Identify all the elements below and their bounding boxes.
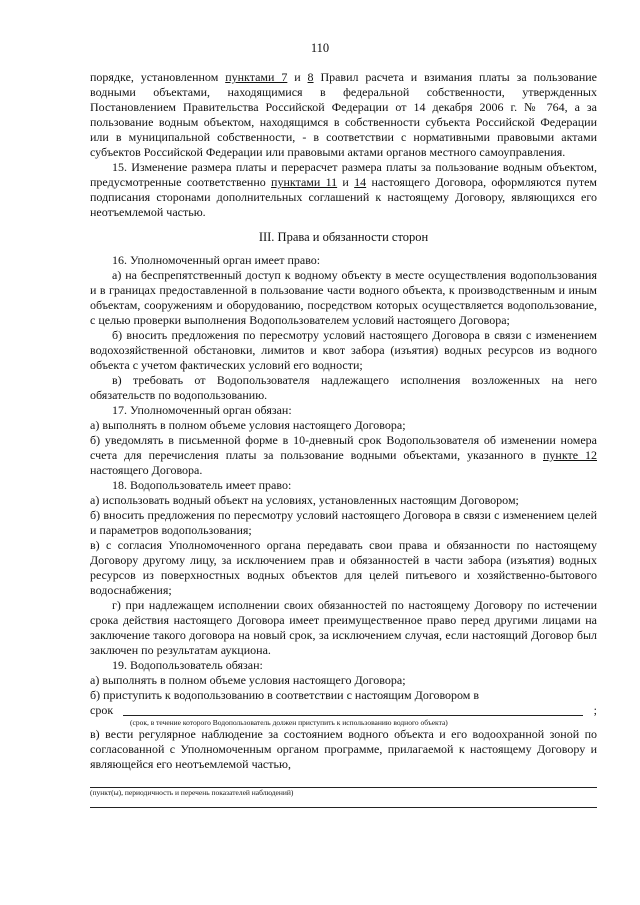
paragraph-19a: а) выполнять в полном объеме условия настоящего Договора; <box>90 673 406 687</box>
page-number: 110 <box>310 41 330 55</box>
link-clause-14[interactable]: 14 <box>354 175 367 189</box>
paragraph-19: 19. Водопользователь обязан: <box>112 658 263 672</box>
document-body <box>90 70 597 808</box>
paragraph-18a: а) использовать водный объект на условиях, установленных настоящим Договором; <box>90 493 519 507</box>
observation-blank-line[interactable] <box>90 774 597 788</box>
srok-caption: (срок, в течение которого Водопользователь должен приступить к использованию водного объекта) <box>130 718 448 727</box>
paragraph-18: 18. Водопользователь имеет право: <box>112 478 292 492</box>
srok-blank-line <box>123 715 583 716</box>
observation-blank-line-2[interactable] <box>90 797 597 808</box>
link-clause-7[interactable]: пунктами 7 <box>225 70 288 84</box>
paragraph-payment-order: порядке, установленном пунктами 7 и 8 Правил расчета и взимания платы за пользование водными объектами, находящимися в федеральной собственности, утвержденных Постановлением Правительства Российской Федерации от 14 декабря 2006 г. № 764, а за пользование водным объектом, находящимся в собственности субъекта Российской Федерации или в муниципальной собственности, - в соответствии с нормативными правовыми актами субъектов Российской Федерации или правовыми актами органов местного самоуправления. <box>90 70 597 159</box>
section-heading: III. Права и обязанности сторон <box>258 230 429 244</box>
srok-semicolon: ; <box>593 703 597 717</box>
paragraph-18c: в) с согласия Уполномоченного органа передавать свои права и обязанности по настоящему Договору другому лицу, за исключением прав и обязанностей в части забора (изъятия) водных ресурсов из поверхностных водных объектов для целей питьевого и хозяйственно-бытового водоснабжения; <box>90 538 597 597</box>
paragraph-19c: в) вести регулярное наблюдение за состоянием водного объекта и его водоохранной зоной по согласованной с Уполномоченным органом программе, прилагаемой к настоящему Договору и являющейся его неотъемлемой частью, <box>90 727 597 771</box>
paragraph-17b: б) уведомлять в письменной форме в 10-дневный срок Водопользователя об изменении номера счета для перечисления платы за пользование водными объектами, указанного в пункте 12 настоящего Договора. <box>90 433 597 477</box>
paragraph-18d: г) при надлежащем исполнении своих обязанностей по настоящему Договору по истечении срока действия настоящего Договора имеет преимущественное право перед другими лицами на заключение такого договора на новый срок, за исключением случая, если настоящий Договор был заключен по результатам аукциона. <box>90 598 597 657</box>
paragraph-16c: в) требовать от Водопользователя надлежащего исполнения возложенных на него обязательств по водопользованию. <box>90 373 597 402</box>
link-clause-12[interactable]: пункте 12 <box>543 448 597 462</box>
paragraph-19b: б) приступить к водопользованию в соответствии с настоящим Договором в <box>90 688 480 702</box>
paragraph-17: 17. Уполномоченный орган обязан: <box>112 403 292 417</box>
srok-label: срок <box>90 703 114 717</box>
paragraph-17a: а) выполнять в полном объеме условия настоящего Договора; <box>90 418 406 432</box>
observation-caption: (пункт(ы), периодичность и перечень показателей наблюдений) <box>90 788 294 797</box>
paragraph-16a: а) на беспрепятственный доступ к водному объекту в месте осуществления водопользования и в границах предоставленной в пользование части водного объекта, к производственным и иным объектам, сооружениям и оборудованию, посредством которых осуществляется водопользование, с целью проверки выполнения Водопользователем условий настоящего Договора; <box>90 268 597 327</box>
paragraph-18b: б) вносить предложения по пересмотру условий настоящего Договора в связи с изменением целей и параметров водопользования; <box>90 508 597 537</box>
link-clause-8[interactable]: 8 <box>307 70 314 84</box>
paragraph-16b: б) вносить предложения по пересмотру условий настоящего Договора в связи с изменением водохозяйственной обстановки, лимитов и квот забора (изъятия) водных ресурсов из водного объекта с учетом фактических условий его водности; <box>90 328 597 372</box>
srok-fill-line[interactable] <box>90 703 597 718</box>
paragraph-16: 16. Уполномоченный орган имеет право: <box>112 253 321 267</box>
link-clause-11[interactable]: пунктами 11 <box>271 175 338 189</box>
paragraph-15: 15. Изменение размера платы и перерасчет размера платы за пользование водным объектом, предусмотренные соответственно пунктами 11 и 14 настоящего Договора, оформляются путем подписания сторонами дополнительных соглашений к настоящему Договору, являющихся его неотъемлемой частью. <box>90 160 597 219</box>
